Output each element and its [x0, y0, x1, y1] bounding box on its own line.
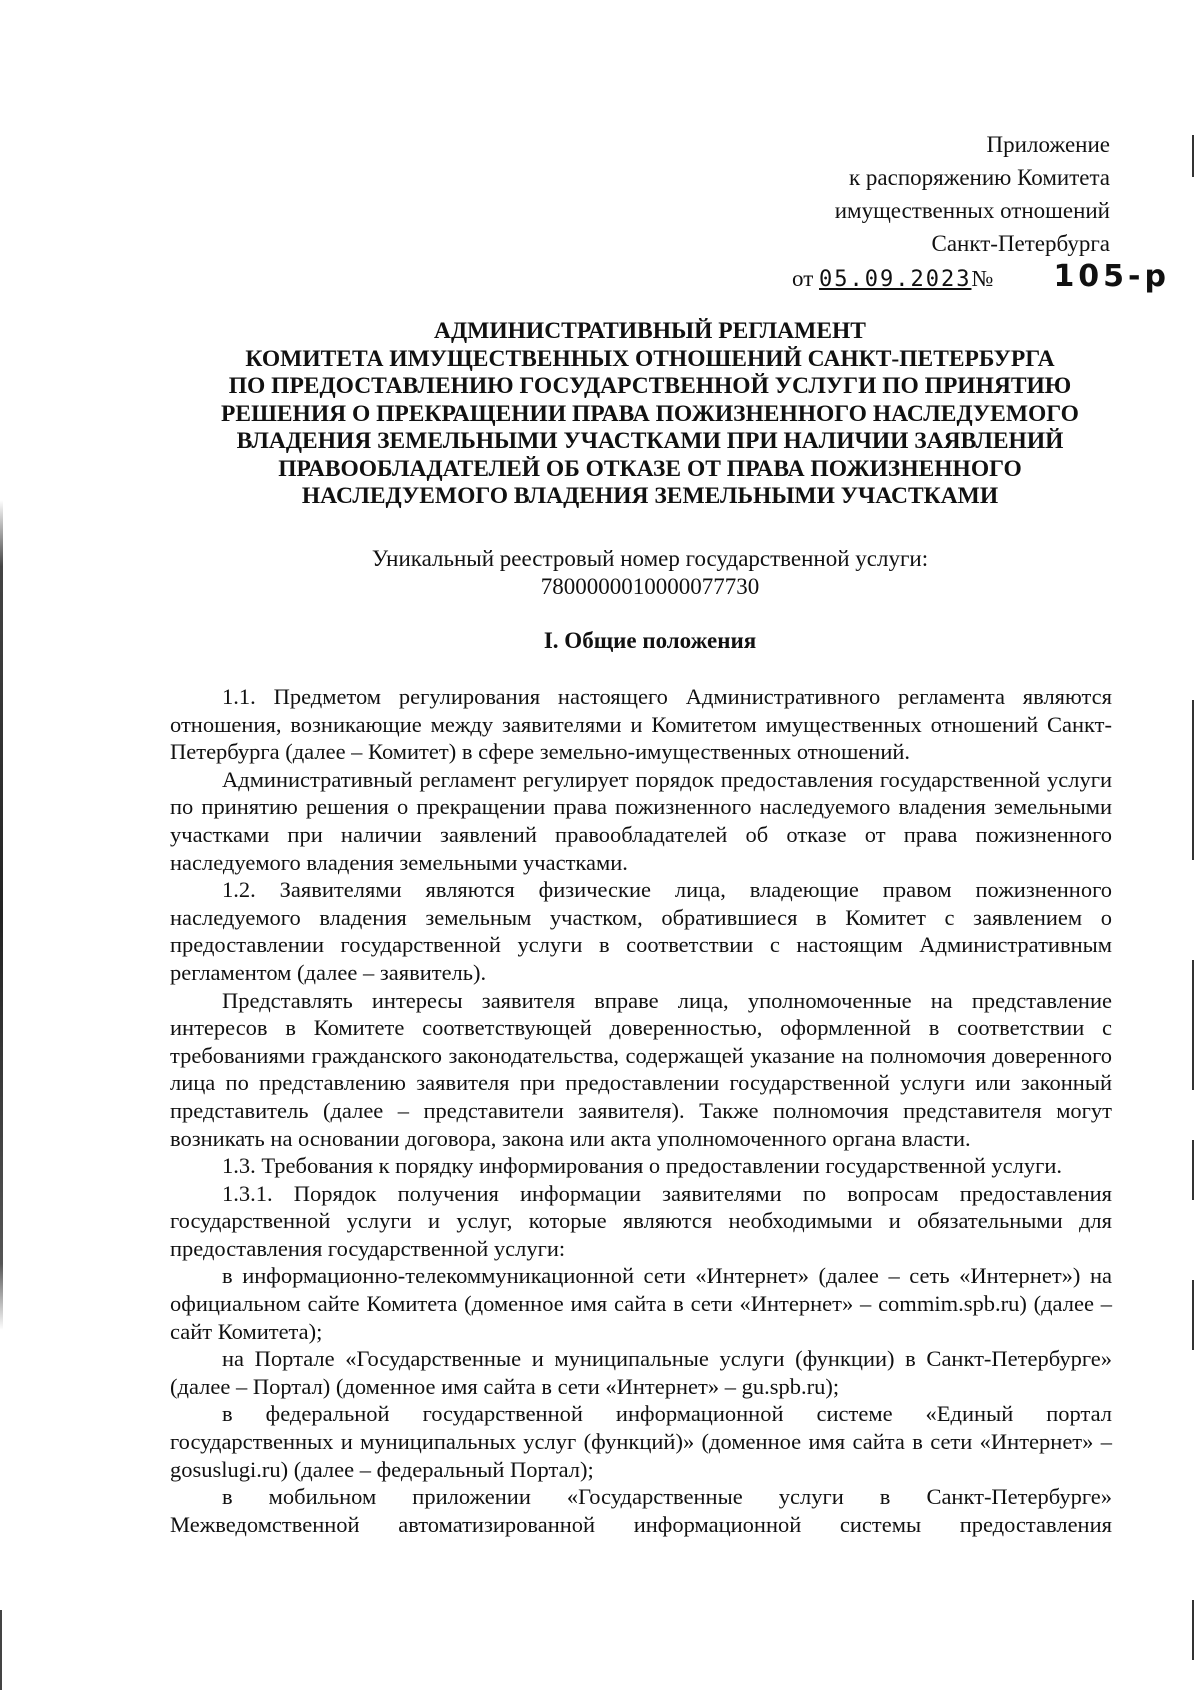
- body-text: [170, 683, 1112, 1538]
- appendix-date-line: [792, 259, 1170, 296]
- title-line: РЕШЕНИЯ О ПРЕКРАЩЕНИИ ПРАВА ПОЖИЗНЕННОГО НАСЛЕДУЕМОГО: [221, 400, 1079, 427]
- paragraph: Административный регламент регулирует порядок предоставления государственной услуги по принятию решения о прекращении права пожизненного наследуемого владения земельными участками при наличии заявлений правообладателей об отказе от права пожизненного наследуемого владения земельными участками.: [170, 766, 1112, 875]
- scan-edge-artifact: [1192, 1600, 1194, 1660]
- title-line: АДМИНИСТРАТИВНЫЙ РЕГЛАМЕНТ: [434, 318, 866, 344]
- paragraph: Представлять интересы заявителя вправе лица, уполномоченные на представление интересов в Комитете соответствующей доверенностью, оформленной в соответствии с требованиями гражданского законодательства, содержащей указание на полномочия доверенного лица по представлению заявителя при предоставлении государственной услуги или законный представитель (далее – представители заявителя). Также полномочия представителя могут возникать на основании договора, закона или акта уполномоченного органа власти.: [170, 987, 1112, 1151]
- appendix-line: Приложение: [986, 132, 1110, 157]
- section-heading: I. Общие положения: [543, 628, 757, 653]
- paragraph: 1.3. Требования к порядку информирования о предоставлении государственной услуги.: [222, 1153, 1062, 1179]
- title-line: ПО ПРЕДОСТАВЛЕНИЮ ГОСУДАРСТВЕННОЙ УСЛУГИ ПО ПРИНЯТИЮ: [228, 373, 1072, 399]
- paragraph: в федеральной государственной информационной системе «Единый портал государственных и муниципальных услуг (функций)» (доменное имя сайта в сети «Интернет» – gosuslugi.ru) (далее – федеральный Портал);: [170, 1401, 1112, 1482]
- title-line: КОМИТЕТА ИМУЩЕСТВЕННЫХ ОТНОШЕНИЙ САНКТ-ПЕТЕРБУРГА: [245, 345, 1055, 372]
- paragraph: в информационно-телекоммуникационной сети «Интернет» (далее – сеть «Интернет») на официальном сайте Комитета (доменное имя сайта в сети «Интернет» – commim.spb.ru) (далее – сайт Комитета);: [170, 1263, 1112, 1344]
- scan-edge-artifact: [1192, 1140, 1194, 1200]
- handwritten-date: 05.09.2023: [819, 267, 972, 292]
- number-prefix: №: [971, 266, 994, 291]
- scan-edge-artifact: [0, 500, 3, 1330]
- registry-number-block: [170, 545, 1130, 601]
- paragraph: в мобильном приложении «Государственные услуги в Санкт-Петербурге» Межведомственной автоматизированной информационной системы предоставления: [170, 1484, 1112, 1537]
- registry-label: Уникальный реестровый номер государственной услуги:: [371, 546, 929, 571]
- date-prefix: от: [792, 266, 814, 291]
- paragraph: на Портале «Государственные и муниципальные услуги (функции) в Санкт-Петербурге» (далее – Портал) (доменное имя сайта в сети «Интернет» – gu.spb.ru);: [170, 1346, 1112, 1399]
- appendix-line: имущественных отношений: [834, 198, 1110, 223]
- title-line: ВЛАДЕНИЯ ЗЕМЕЛЬНЫМИ УЧАСТКАМИ ПРИ НАЛИЧИИ ЗАЯВЛЕНИЙ: [236, 428, 1064, 454]
- scan-edge-artifact: [1192, 960, 1194, 1090]
- title-line: НАСЛЕДУЕМОГО ВЛАДЕНИЯ ЗЕМЕЛЬНЫМИ УЧАСТКАМИ: [301, 483, 999, 509]
- scan-edge-artifact: [1192, 135, 1194, 177]
- appendix-line: к распоряжению Комитета: [849, 165, 1110, 190]
- document-title: [170, 318, 1130, 511]
- scan-edge-artifact: [1192, 700, 1194, 860]
- scan-edge-artifact: [1192, 1280, 1194, 1350]
- stamp-number: 105-р: [1053, 259, 1170, 294]
- paragraph: 1.2. Заявителями являются физические лица, владеющие правом пожизненного наследуемого владения земельным участком, обратившиеся в Комитет с заявлением о предоставлении государственной услуги в соответствии с настоящим Административным регламентом (далее – заявитель).: [170, 877, 1112, 985]
- paragraph: 1.3.1. Порядок получения информации заявителями по вопросам предоставления государственной услуги и услуг, которые являются необходимыми и обязательными для предоставления государственной услуги:: [170, 1180, 1112, 1261]
- paragraph: 1.1. Предметом регулирования настоящего Административного регламента являются отношения, возникающие между заявителями и Комитетом имущественных отношений Санкт-Петербурга (далее – Комитет) в сфере земельно-имущественных отношений.: [170, 684, 1112, 765]
- scan-edge-artifact: [0, 1610, 2, 1690]
- title-line: ПРАВООБЛАДАТЕЛЕЙ ОБ ОТКАЗЕ ОТ ПРАВА ПОЖИЗНЕННОГО: [278, 455, 1022, 482]
- appendix-line: Санкт-Петербурга: [931, 231, 1110, 256]
- appendix-header: [792, 128, 1170, 296]
- registry-number: 7800000010000077730: [540, 574, 760, 599]
